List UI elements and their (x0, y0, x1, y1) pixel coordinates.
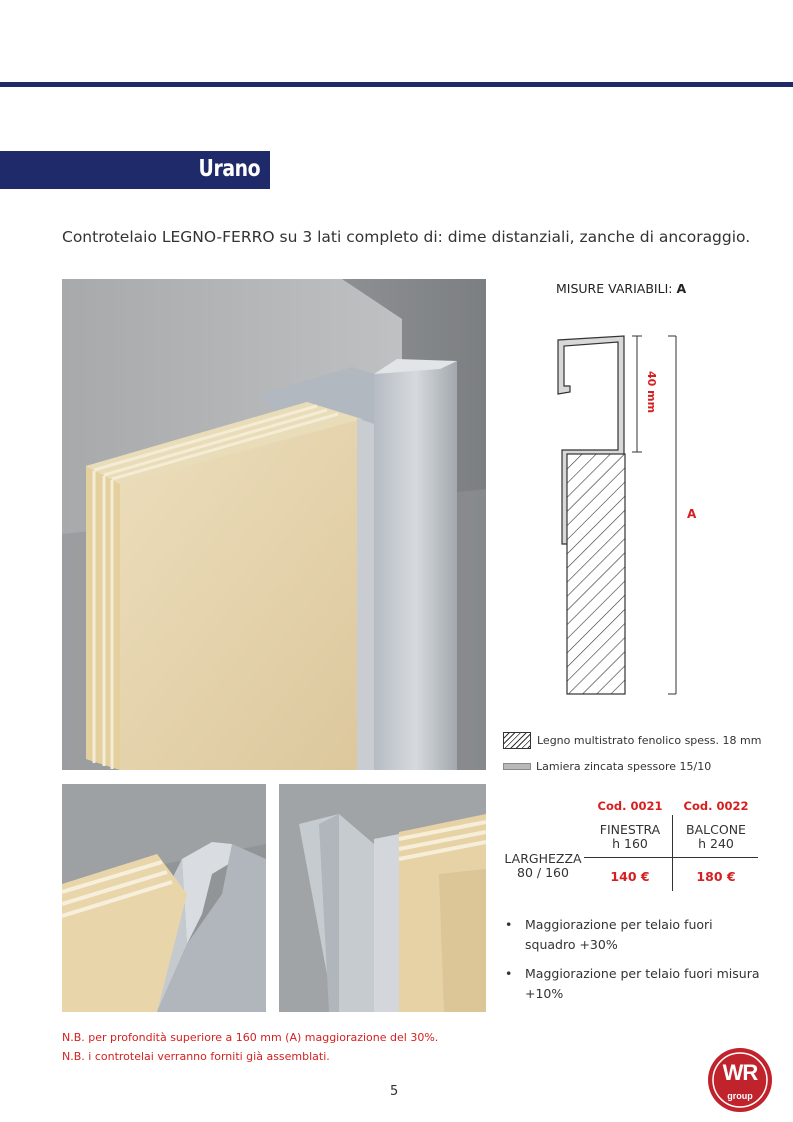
price-table (500, 795, 760, 895)
product-photo-detail-right (279, 784, 486, 1012)
misure-text: MISURE VARIABILI: (556, 281, 677, 296)
misure-variabili-label (556, 281, 686, 296)
code-finestra: Cod. 0021 (597, 799, 663, 813)
intro-text: Controtelaio LEGNO-FERRO su 3 lati completo di: dime distanziali, zanche di ancoraggio. (62, 228, 751, 246)
price-finestra: 140 € (610, 869, 650, 884)
surcharge-list (505, 915, 765, 1013)
page-number: 5 (390, 1084, 399, 1099)
note-depth: N.B. per profondità superiore a 160 mm (A) maggiorazione del 30%. (62, 1031, 439, 1044)
steel-swatch-icon (503, 763, 531, 770)
price-balcone: 180 € (696, 869, 736, 884)
col-name-balcone: BALCONE (686, 822, 746, 837)
misure-value: A (676, 281, 687, 296)
col-height-balcone: h 240 (698, 836, 734, 851)
legend-plywood (503, 732, 761, 749)
code-balcone: Cod. 0022 (683, 799, 749, 813)
hatch-swatch-icon (503, 732, 531, 749)
wr-group-logo (706, 1046, 774, 1114)
row-label-range: 80 / 160 (517, 865, 569, 880)
table-divider-vertical (672, 815, 673, 891)
dim-a-label: A (687, 507, 697, 521)
row-label-larghezza: LARGHEZZA (504, 851, 582, 866)
legend-label: Legno multistrato fenolico spess. 18 mm (537, 734, 762, 747)
page-title: Urano (198, 156, 260, 182)
product-photo-detail-left (62, 784, 266, 1012)
logo-group-text: group (727, 1091, 753, 1101)
section-drawing (540, 326, 740, 711)
note-assembly: N.B. i controtelai verranno forniti già assemblati. (62, 1050, 330, 1063)
header-rule (0, 82, 793, 87)
legend-label: Lamiera zincata spessore 15/10 (536, 760, 712, 773)
logo-letters: WR (722, 1060, 758, 1085)
col-name-finestra: FINESTRA (599, 822, 661, 837)
list-item: • Maggiorazione per telaio fuori squadro +30% (505, 915, 765, 955)
product-photo-main (62, 279, 486, 770)
section-title-bar (0, 151, 270, 189)
legend-steel (503, 760, 711, 773)
col-height-finestra: h 160 (612, 836, 648, 851)
table-divider-horizontal (584, 857, 758, 858)
dim-40mm-label: 40 mm (645, 371, 658, 414)
list-item: • Maggiorazione per telaio fuori misura +10% (505, 964, 765, 1004)
